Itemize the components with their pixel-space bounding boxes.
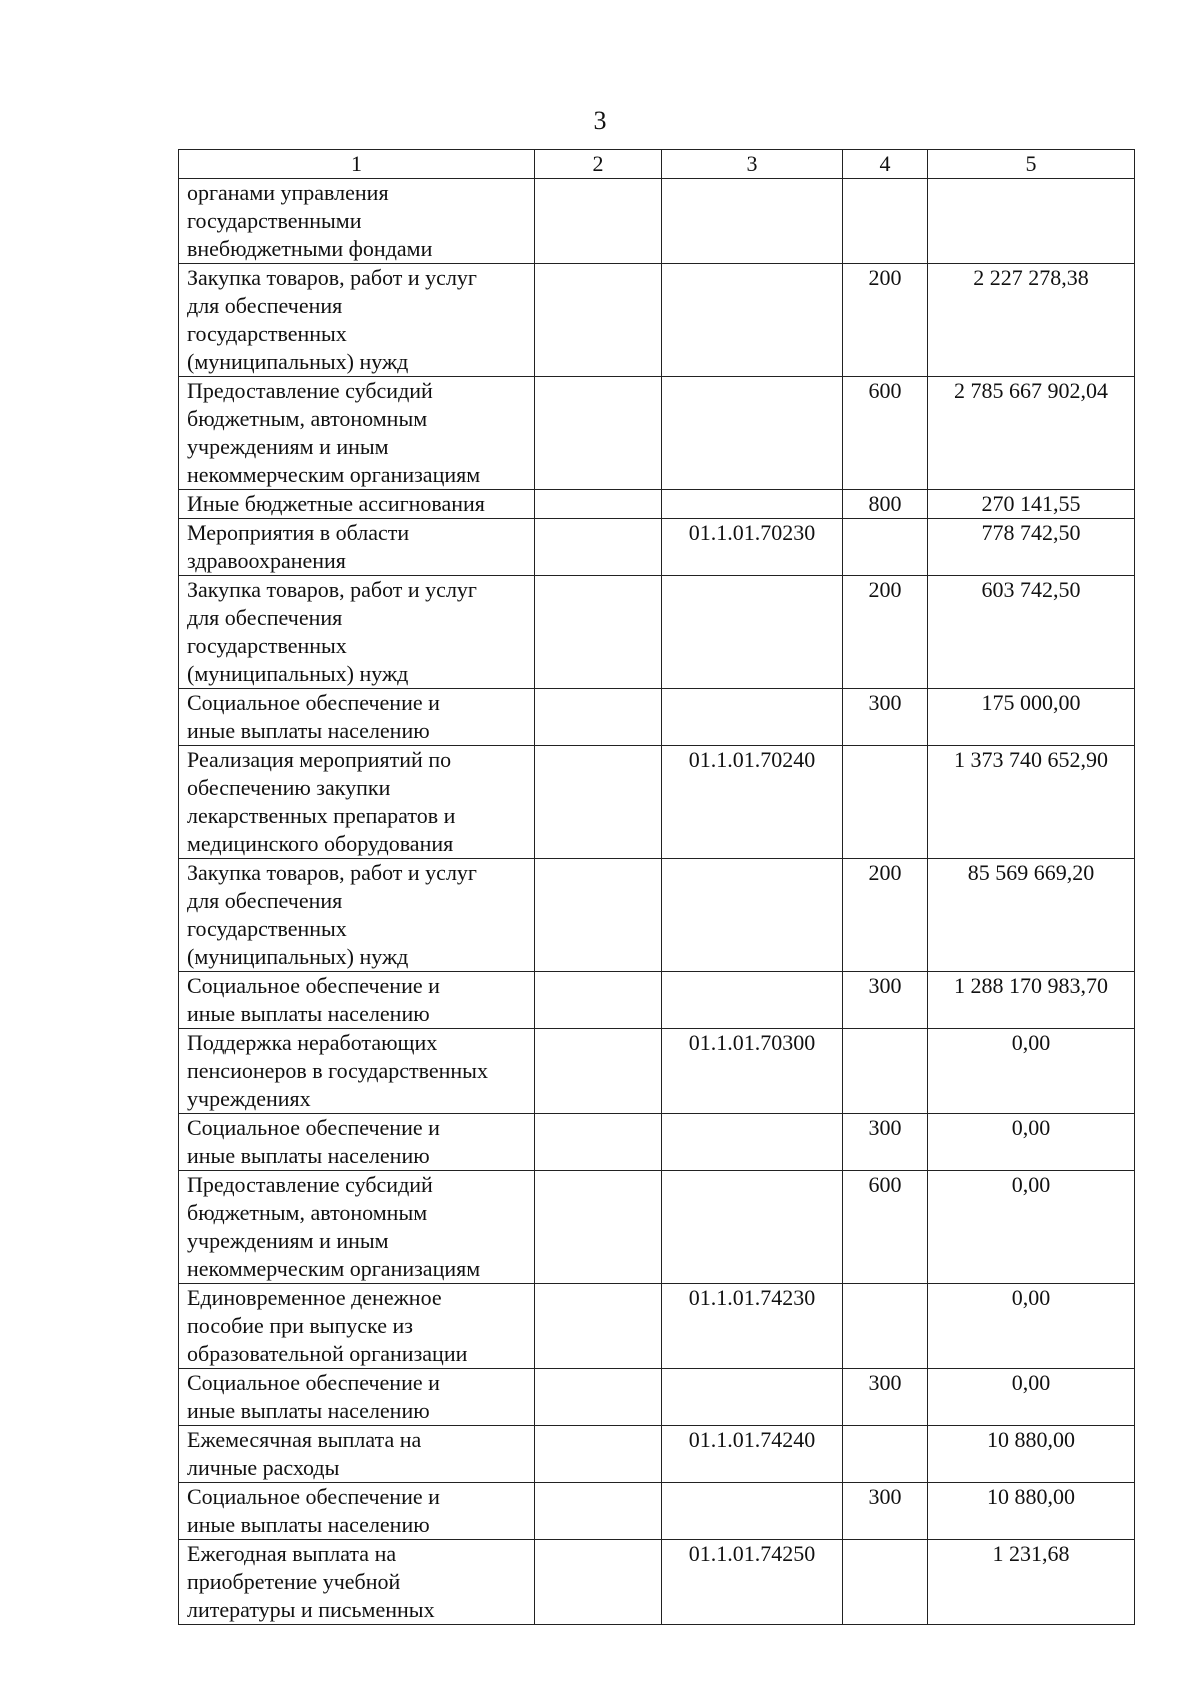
row-code-cell: 01.1.01.70230 — [662, 519, 843, 576]
row-type-cell — [843, 179, 928, 264]
row-amount-cell: 10 880,00 — [928, 1426, 1135, 1483]
column-header-2: 2 — [535, 150, 662, 179]
row-col2-cell — [535, 264, 662, 377]
row-code-cell: 01.1.01.74240 — [662, 1426, 843, 1483]
column-header-3: 3 — [662, 150, 843, 179]
row-col2-cell — [535, 1483, 662, 1540]
row-col2-cell — [535, 1369, 662, 1426]
row-name-cell — [179, 689, 535, 746]
row-name-cell — [179, 859, 535, 972]
row-type-cell — [843, 519, 928, 576]
row-name-cell — [179, 576, 535, 689]
column-header-4: 4 — [843, 150, 928, 179]
column-header-1: 1 — [179, 150, 535, 179]
row-name-cell — [179, 972, 535, 1029]
row-amount-cell: 10 880,00 — [928, 1483, 1135, 1540]
row-name-text: Закупка товаров, работ и услуг для обеспечения государственных (муниципальных) нужд — [187, 577, 477, 686]
row-col2-cell — [535, 1114, 662, 1171]
row-name-cell — [179, 1171, 535, 1284]
row-name-text: Предоставление субсидий бюджетным, автономным учреждениям и иным некоммерческим организациям — [187, 378, 481, 487]
row-col2-cell — [535, 519, 662, 576]
row-code-cell — [662, 264, 843, 377]
row-code-cell — [662, 576, 843, 689]
row-type-cell — [843, 1284, 928, 1369]
row-name-text: Ежемесячная выплата на личные расходы — [187, 1427, 422, 1480]
table-row — [179, 519, 1135, 576]
row-name-cell — [179, 519, 535, 576]
table-row — [179, 490, 1135, 519]
row-name-text: Реализация мероприятий по обеспечению закупки лекарственных препаратов и медицинского оборудования — [187, 747, 456, 856]
row-amount-cell: 1 288 170 983,70 — [928, 972, 1135, 1029]
table-row — [179, 1426, 1135, 1483]
row-type-cell: 800 — [843, 490, 928, 519]
row-col2-cell — [535, 859, 662, 972]
row-name-cell — [179, 264, 535, 377]
row-col2-cell — [535, 377, 662, 490]
row-code-cell — [662, 490, 843, 519]
row-amount-cell: 2 227 278,38 — [928, 264, 1135, 377]
row-type-cell: 300 — [843, 972, 928, 1029]
row-name-cell — [179, 1284, 535, 1369]
row-col2-cell — [535, 689, 662, 746]
row-name-cell — [179, 377, 535, 490]
row-name-text: Социальное обеспечение и иные выплаты населению — [187, 1370, 440, 1423]
row-name-cell — [179, 746, 535, 859]
row-type-cell — [843, 1029, 928, 1114]
row-name-text: Предоставление субсидий бюджетным, автономным учреждениям и иным некоммерческим организациям — [187, 1172, 481, 1281]
row-name-text: Единовременное денежное пособие при выпуске из образовательной организации — [187, 1285, 468, 1366]
row-name-text: Социальное обеспечение и иные выплаты населению — [187, 1484, 440, 1537]
table-header — [179, 150, 1135, 179]
table-row — [179, 1114, 1135, 1171]
row-name-text: Социальное обеспечение и иные выплаты населению — [187, 973, 440, 1026]
row-code-cell — [662, 1483, 843, 1540]
row-type-cell — [843, 746, 928, 859]
row-amount-cell: 175 000,00 — [928, 689, 1135, 746]
row-name-text: Социальное обеспечение и иные выплаты населению — [187, 1115, 440, 1168]
table-row — [179, 264, 1135, 377]
row-amount-cell: 2 785 667 902,04 — [928, 377, 1135, 490]
row-amount-cell: 85 569 669,20 — [928, 859, 1135, 972]
row-col2-cell — [535, 1171, 662, 1284]
row-type-cell: 200 — [843, 859, 928, 972]
row-amount-cell: 0,00 — [928, 1171, 1135, 1284]
table-row — [179, 1029, 1135, 1114]
row-code-cell — [662, 1114, 843, 1171]
row-type-cell: 300 — [843, 1114, 928, 1171]
row-name-cell — [179, 490, 535, 519]
row-amount-cell: 603 742,50 — [928, 576, 1135, 689]
row-type-cell — [843, 1540, 928, 1625]
row-code-cell — [662, 1369, 843, 1426]
row-col2-cell — [535, 1426, 662, 1483]
row-name-text: Иные бюджетные ассигнования — [187, 491, 485, 516]
row-name-cell — [179, 1483, 535, 1540]
row-code-cell: 01.1.01.74250 — [662, 1540, 843, 1625]
row-col2-cell — [535, 746, 662, 859]
row-amount-cell: 0,00 — [928, 1114, 1135, 1171]
row-name-text: Закупка товаров, работ и услуг для обеспечения государственных (муниципальных) нужд — [187, 265, 477, 374]
row-name-cell — [179, 179, 535, 264]
row-type-cell: 300 — [843, 689, 928, 746]
row-name-text: Поддержка неработающих пенсионеров в государственных учреждениях — [187, 1030, 488, 1111]
row-col2-cell — [535, 1029, 662, 1114]
table-row — [179, 1540, 1135, 1625]
row-type-cell — [843, 1426, 928, 1483]
column-header-5: 5 — [928, 150, 1135, 179]
row-code-cell — [662, 972, 843, 1029]
row-type-cell: 600 — [843, 1171, 928, 1284]
row-code-cell — [662, 179, 843, 264]
table-row — [179, 377, 1135, 490]
row-code-cell: 01.1.01.74230 — [662, 1284, 843, 1369]
table-row — [179, 1369, 1135, 1426]
table-body — [179, 179, 1135, 1625]
row-amount-cell — [928, 179, 1135, 264]
row-name-text: Закупка товаров, работ и услуг для обеспечения государственных (муниципальных) нужд — [187, 860, 477, 969]
row-col2-cell — [535, 576, 662, 689]
row-amount-cell: 270 141,55 — [928, 490, 1135, 519]
row-amount-cell: 778 742,50 — [928, 519, 1135, 576]
row-col2-cell — [535, 972, 662, 1029]
table-row — [179, 1284, 1135, 1369]
header-row — [179, 150, 1135, 179]
table-row — [179, 689, 1135, 746]
row-code-cell — [662, 859, 843, 972]
row-name-text: Социальное обеспечение и иные выплаты населению — [187, 690, 440, 743]
row-col2-cell — [535, 179, 662, 264]
row-type-cell: 200 — [843, 264, 928, 377]
table-row — [179, 576, 1135, 689]
row-type-cell: 300 — [843, 1483, 928, 1540]
row-code-cell — [662, 1171, 843, 1284]
row-name-text: органами управления государственными внебюджетными фондами — [187, 180, 433, 261]
row-code-cell: 01.1.01.70300 — [662, 1029, 843, 1114]
row-type-cell: 300 — [843, 1369, 928, 1426]
row-name-cell — [179, 1369, 535, 1426]
row-amount-cell: 0,00 — [928, 1029, 1135, 1114]
table-row — [179, 1171, 1135, 1284]
row-amount-cell: 1 373 740 652,90 — [928, 746, 1135, 859]
table-row — [179, 1483, 1135, 1540]
row-col2-cell — [535, 490, 662, 519]
row-amount-cell: 0,00 — [928, 1284, 1135, 1369]
row-col2-cell — [535, 1540, 662, 1625]
row-col2-cell — [535, 1284, 662, 1369]
table-row — [179, 859, 1135, 972]
row-name-cell — [179, 1029, 535, 1114]
row-code-cell: 01.1.01.70240 — [662, 746, 843, 859]
row-code-cell — [662, 377, 843, 490]
row-name-text: Ежегодная выплата на приобретение учебной литературы и письменных — [187, 1541, 435, 1622]
page-number: 3 — [593, 106, 607, 135]
row-code-cell — [662, 689, 843, 746]
row-type-cell: 600 — [843, 377, 928, 490]
row-name-cell — [179, 1114, 535, 1171]
row-type-cell: 200 — [843, 576, 928, 689]
row-name-cell — [179, 1540, 535, 1625]
budget-table — [178, 149, 1135, 1625]
table-row — [179, 746, 1135, 859]
row-amount-cell: 1 231,68 — [928, 1540, 1135, 1625]
row-name-cell — [179, 1426, 535, 1483]
row-name-text: Мероприятия в области здравоохранения — [187, 520, 410, 573]
table-row — [179, 179, 1135, 264]
table-row — [179, 972, 1135, 1029]
row-amount-cell: 0,00 — [928, 1369, 1135, 1426]
